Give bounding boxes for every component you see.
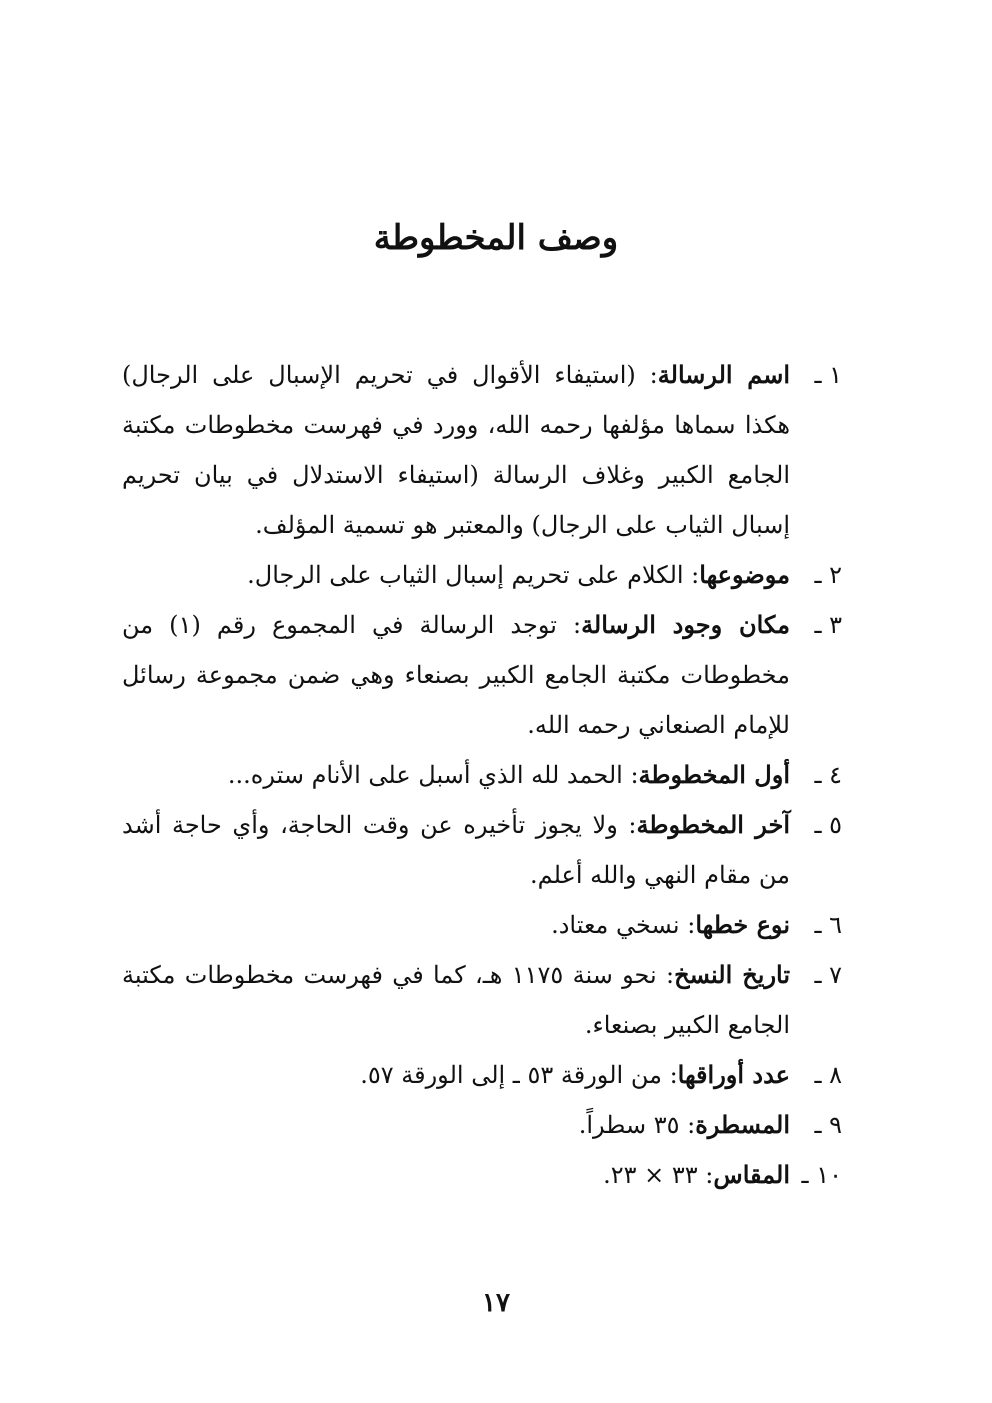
- item-text: الكلام على تحريم إسبال الثياب على الرجال.: [247, 561, 684, 589]
- item-text: ولا يجوز تأخيره عن وقت الحاجة، وأي حاجة أشد من مقام النهي والله أعلم.: [122, 811, 790, 889]
- item-separator: :: [683, 561, 700, 589]
- item-number: ١٠ ـ: [801, 1161, 842, 1189]
- item-separator: :: [661, 1061, 678, 1089]
- item-number: ٣ ـ: [814, 611, 842, 639]
- item-separator: :: [556, 611, 582, 639]
- item-label: آخر المخطوطة: [636, 810, 790, 839]
- list-item-subject: [122, 550, 842, 600]
- item-text: نسخي معتاد.: [551, 911, 680, 939]
- list-item-copy-date: [122, 950, 842, 1050]
- item-text: توجد الرسالة في المجموع رقم (١) من مخطوطات مكتبة الجامع الكبير بصنعاء وهي ضمن مجموعة رسائل للإمام الصنعاني رحمه الله.: [122, 611, 790, 739]
- item-text: نحو سنة ١١٧٥ هـ، كما في فهرست مخطوطات مكتبة الجامع الكبير بصنعاء.: [122, 961, 790, 1039]
- item-text: (استيفاء الأقوال في تحريم الإسبال على الرجال) هكذا سماها مؤلفها رحمه الله، وورد في فهرست مخطوطات مكتبة الجامع الكبير وغلاف الرسالة (استيفاء الاستدلال في بيان تحريم إسبال الثياب على الرجال) والمعتبر هو تسمية المؤلف.: [122, 361, 790, 539]
- item-separator: :: [656, 961, 675, 989]
- list-item-name: [122, 350, 842, 550]
- item-number: ٤ ـ: [814, 761, 842, 789]
- item-text: ٣٥ سطراً.: [578, 1111, 680, 1139]
- item-label: نوع خطها: [695, 910, 790, 939]
- list-item-ending: [122, 800, 842, 900]
- item-label: مكان وجود الرسالة: [581, 610, 791, 639]
- item-number: ٩ ـ: [814, 1111, 842, 1139]
- item-number: ٦ ـ: [814, 911, 842, 939]
- item-number: ٧ ـ: [814, 961, 842, 989]
- item-label: عدد أوراقها: [677, 1060, 790, 1089]
- description-list: [122, 350, 842, 1200]
- item-label: المسطرة: [695, 1110, 790, 1139]
- item-separator: :: [697, 1161, 714, 1189]
- item-separator: :: [679, 911, 696, 939]
- item-label: موضوعها: [699, 560, 790, 589]
- item-number: ١ ـ: [814, 361, 842, 389]
- item-separator: :: [635, 361, 658, 389]
- item-label: المقاس: [713, 1160, 790, 1189]
- item-text: الحمد لله الذي أسبل على الأنام ستره...: [227, 761, 623, 789]
- list-item-dimensions: [122, 1150, 842, 1200]
- item-number: ٨ ـ: [814, 1061, 842, 1089]
- page-title: وصف المخطوطة: [373, 218, 619, 258]
- item-separator: :: [622, 761, 639, 789]
- item-label: أول المخطوطة: [638, 760, 790, 789]
- item-separator: :: [679, 1111, 696, 1139]
- item-text: من الورقة ٥٣ ـ إلى الورقة ٥٧.: [360, 1061, 662, 1089]
- list-item-line-count: [122, 1100, 842, 1150]
- list-item-script-type: [122, 900, 842, 950]
- item-separator: :: [617, 811, 637, 839]
- list-item-beginning: [122, 750, 842, 800]
- item-label: تاريخ النسخ: [674, 960, 791, 989]
- list-item-location: [122, 600, 842, 750]
- item-number: ٥ ـ: [814, 811, 842, 839]
- list-item-leaf-count: [122, 1050, 842, 1100]
- page-number: ١٧: [482, 1288, 510, 1318]
- item-number: ٢ ـ: [814, 561, 842, 589]
- item-label: اسم الرسالة: [657, 360, 790, 389]
- item-text: ٣٣ × ٢٣.: [603, 1161, 698, 1189]
